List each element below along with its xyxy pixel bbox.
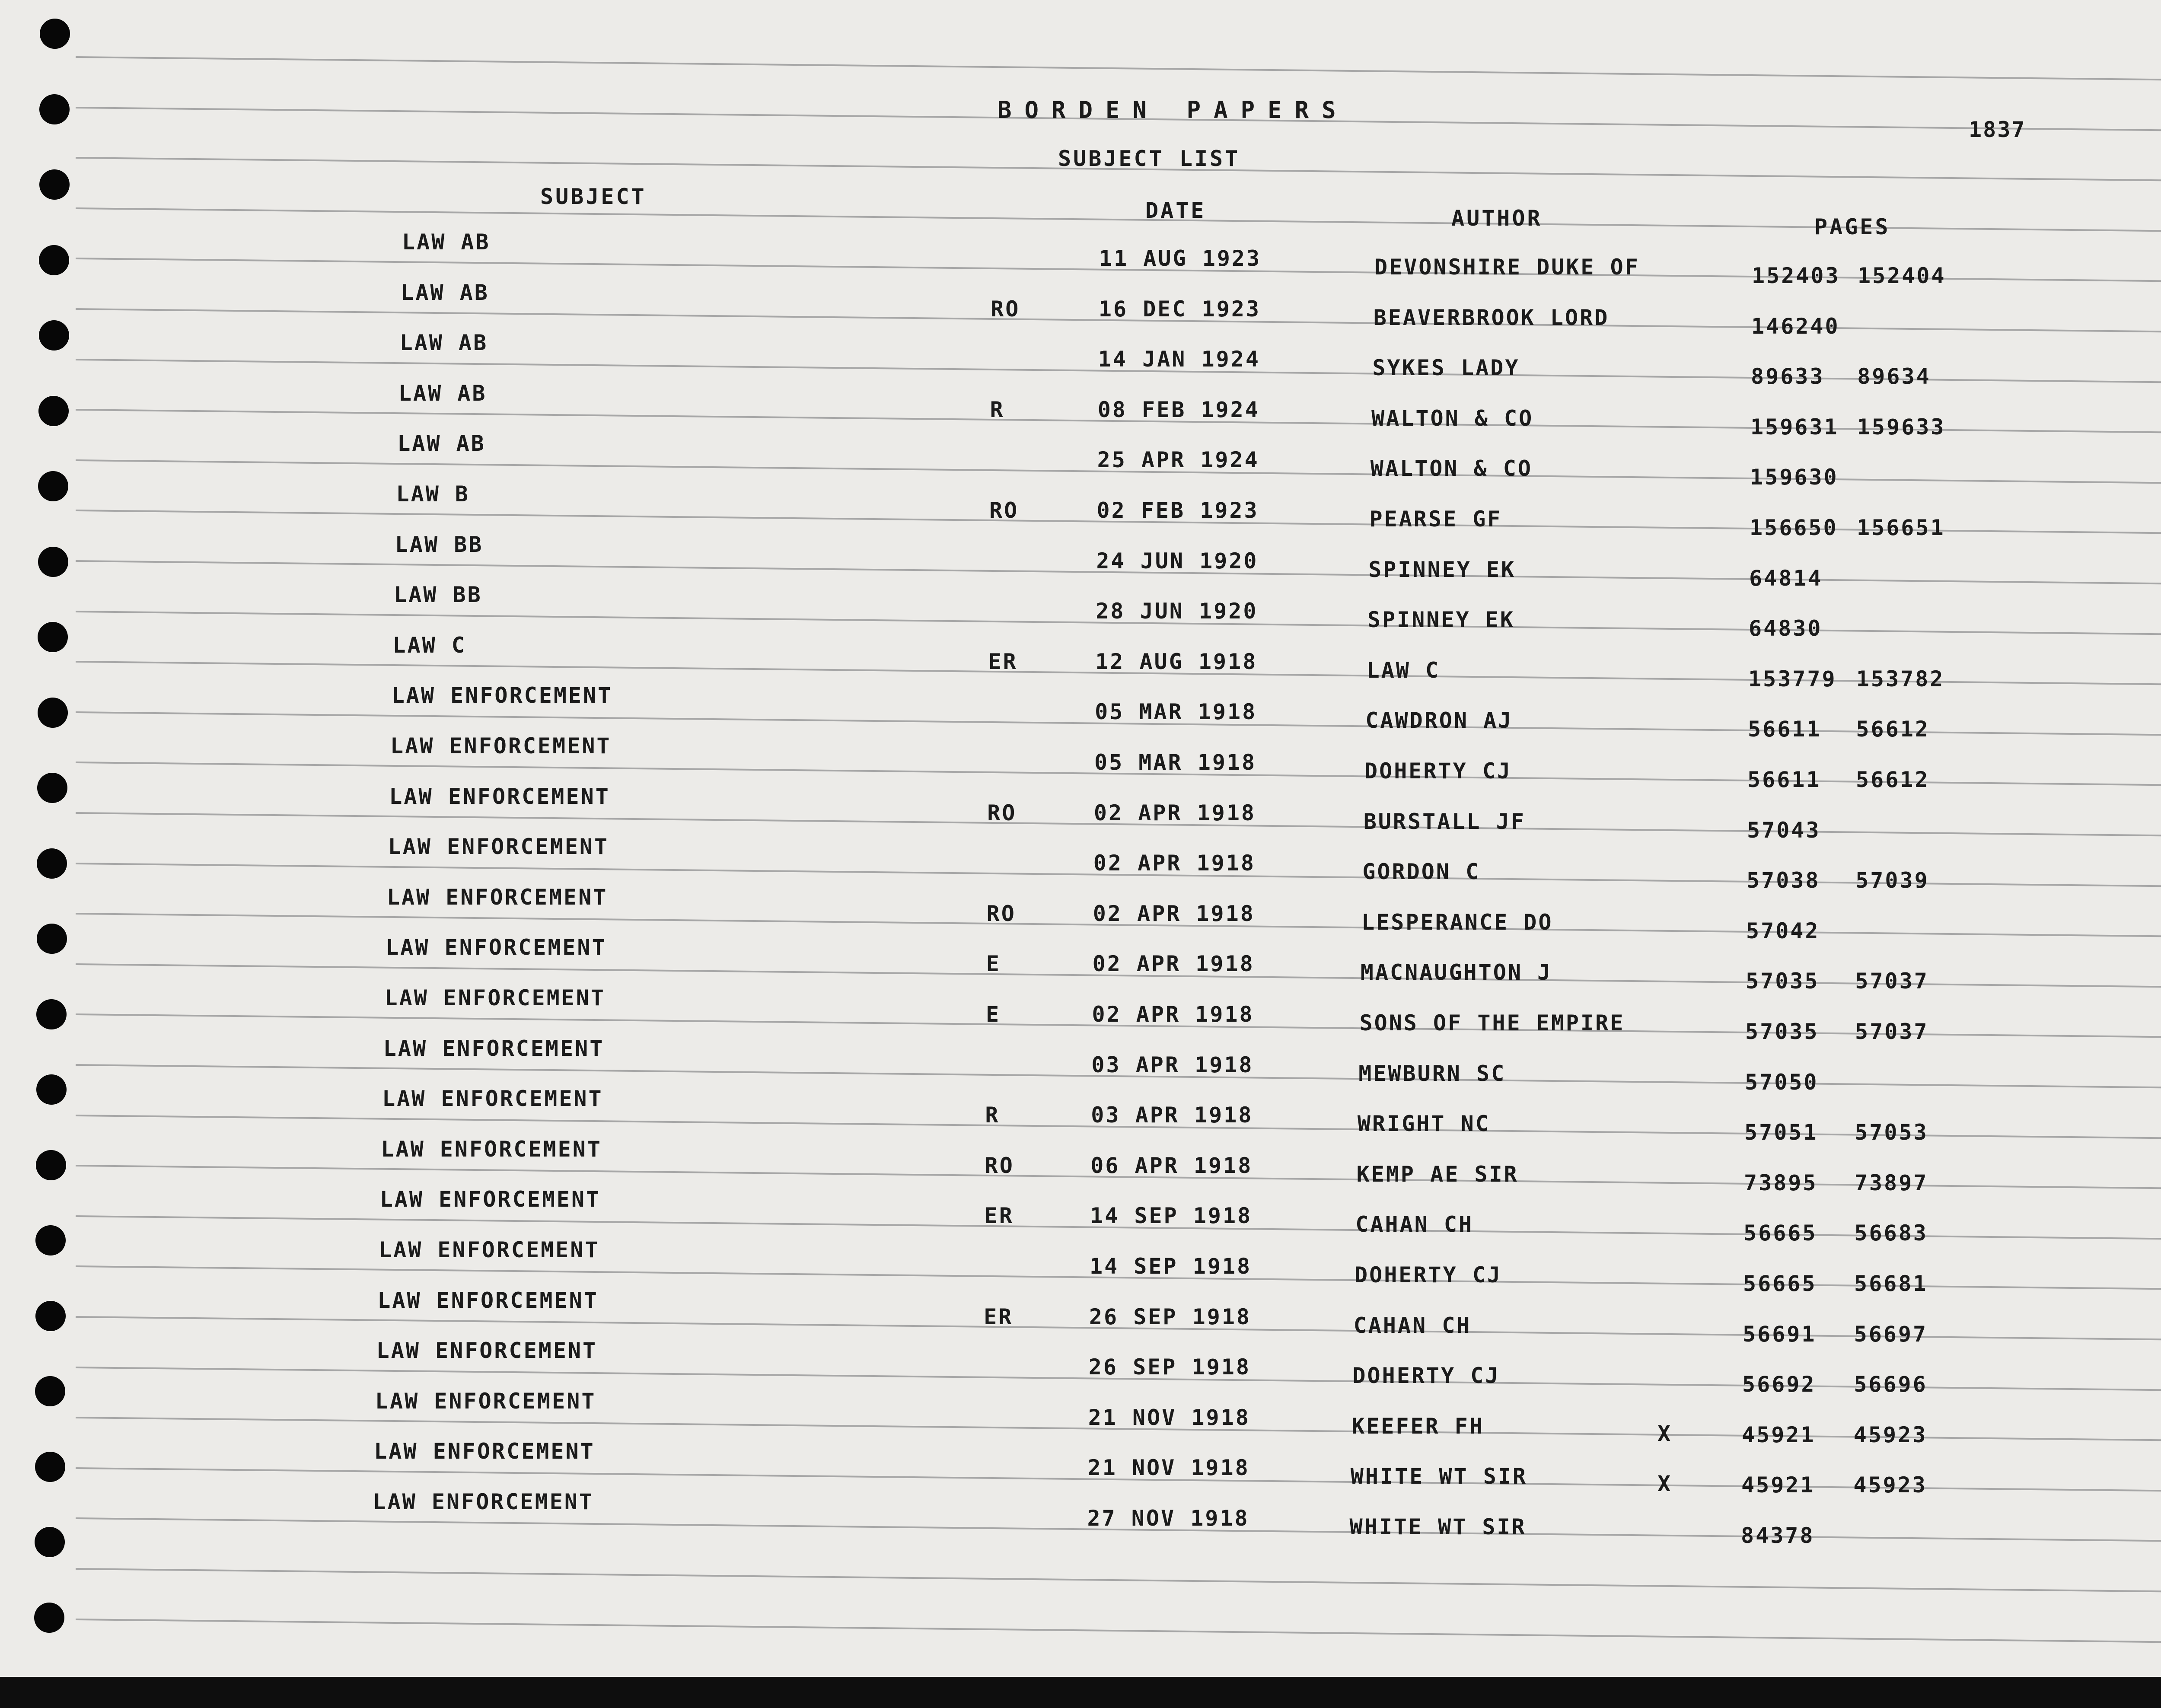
mark-cell: X (1657, 1471, 1673, 1497)
date-cell: 16 DEC 1923 (1098, 296, 1261, 322)
date-cell: 14 SEP 1918 (1090, 1254, 1252, 1279)
author-cell: DOHERTY CJ (1355, 1262, 1502, 1287)
author-cell: WALTON & CO (1371, 405, 1534, 431)
subject-cell: LAW AB (401, 280, 489, 305)
author-cell: DOHERTY CJ (1352, 1363, 1500, 1389)
date-cell: 11 AUG 1923 (1099, 246, 1262, 271)
page-from-cell: 57035 (1745, 1019, 1819, 1044)
subject-cell: LAW ENFORCEMENT (383, 1036, 605, 1061)
page-from-cell: 45921 (1742, 1422, 1816, 1447)
author-cell: WHITE WT SIR (1350, 1464, 1528, 1489)
page-from-cell: 57038 (1747, 868, 1820, 893)
subject-cell: LAW ENFORCEMENT (375, 1388, 596, 1414)
page-to-cell: 56612 (1856, 717, 1930, 742)
date-cell: 12 AUG 1918 (1095, 649, 1258, 674)
page-to-cell: 45923 (1853, 1472, 1927, 1498)
author-cell: GORDON C (1362, 859, 1481, 885)
date-cell: 08 FEB 1924 (1097, 397, 1260, 422)
author-cell: LAW C (1366, 657, 1441, 683)
date-cell: 05 MAR 1918 (1095, 699, 1257, 725)
page-to-cell: 57037 (1855, 1019, 1929, 1044)
page-from-cell: 84378 (1741, 1523, 1815, 1548)
page-from-cell: 56691 (1743, 1321, 1817, 1347)
author-cell: SONS OF THE EMPIRE (1359, 1010, 1625, 1036)
page-from-cell: 56692 (1742, 1372, 1816, 1397)
page-title: BORDEN PAPERS (998, 96, 1349, 124)
page-from-cell: 159631 (1750, 414, 1839, 440)
page-to-cell: 73897 (1854, 1170, 1928, 1195)
code-cell: RO (987, 800, 1017, 825)
author-cell: WRIGHT NC (1357, 1111, 1490, 1137)
date-cell: 28 JUN 1920 (1096, 599, 1258, 624)
date-cell: 05 MAR 1918 (1094, 750, 1257, 775)
page-from-cell: 146240 (1751, 313, 1840, 339)
subject-cell: LAW ENFORCEMENT (379, 1187, 601, 1212)
page-from-cell: 57051 (1744, 1120, 1818, 1145)
page-from-cell: 57043 (1747, 817, 1821, 843)
subject-cell: LAW ENFORCEMENT (386, 935, 607, 960)
subject-cell: LAW ENFORCEMENT (388, 834, 609, 860)
code-cell: RO (985, 1153, 1014, 1178)
subject-cell: LAW ENFORCEMENT (384, 985, 606, 1010)
date-cell: 21 NOV 1918 (1088, 1405, 1250, 1430)
page-from-cell: 56665 (1743, 1271, 1817, 1296)
bottom-edge (0, 1677, 2161, 1708)
column-header-pages: PAGES (1814, 214, 1890, 239)
author-cell: DOHERTY CJ (1364, 758, 1512, 784)
page-from-cell: 159630 (1750, 465, 1839, 490)
code-cell: E (986, 1002, 1001, 1027)
page-from-cell: 64830 (1749, 616, 1823, 641)
date-cell: 02 FEB 1923 (1096, 498, 1259, 523)
subject-cell: LAW BB (394, 582, 482, 608)
column-header-subject: SUBJECT (540, 184, 647, 209)
date-cell: 14 JAN 1924 (1098, 347, 1260, 372)
page-to-cell: 56683 (1854, 1220, 1928, 1246)
page-to-cell: 56681 (1854, 1271, 1928, 1296)
page-number: 1837 (1969, 117, 2026, 142)
page-from-cell: 64814 (1749, 565, 1823, 591)
author-cell: CAHAN CH (1353, 1313, 1472, 1338)
subject-cell: LAW ENFORCEMENT (381, 1136, 602, 1162)
code-cell: RO (989, 498, 1019, 523)
date-cell: 02 APR 1918 (1093, 901, 1255, 926)
code-cell: ER (984, 1304, 1014, 1329)
author-cell: LESPERANCE DO (1361, 909, 1553, 935)
code-cell: R (990, 397, 1005, 422)
date-cell: 21 NOV 1918 (1087, 1455, 1250, 1481)
author-cell: KEEFER FH (1351, 1413, 1485, 1439)
code-cell: ER (988, 649, 1018, 674)
subject-cell: LAW ENFORCEMENT (391, 683, 613, 708)
date-cell: 03 APR 1918 (1091, 1103, 1253, 1128)
author-cell: KEMP AE SIR (1356, 1161, 1519, 1187)
author-cell: BURSTALL JF (1363, 809, 1526, 834)
subject-cell: LAW ENFORCEMENT (377, 1287, 599, 1313)
page-from-cell: 57035 (1746, 969, 1820, 994)
code-cell: RO (991, 296, 1020, 322)
subject-cell: LAW ENFORCEMENT (379, 1237, 600, 1262)
author-cell: SPINNEY EK (1368, 557, 1516, 582)
subject-cell: LAW B (396, 481, 470, 507)
page-to-cell: 57037 (1855, 969, 1929, 994)
author-cell: BEAVERBROOK LORD (1373, 305, 1610, 330)
author-cell: PEARSE GF (1369, 507, 1502, 532)
author-cell: CAWDRON AJ (1365, 708, 1513, 733)
column-header-date: DATE (1145, 198, 1206, 223)
code-cell: E (986, 951, 1001, 977)
page-to-cell: 56696 (1854, 1372, 1928, 1397)
author-cell: SPINNEY EK (1367, 607, 1515, 633)
page-from-cell: 152403 (1752, 263, 1840, 288)
page-to-cell: 159633 (1857, 414, 1946, 440)
date-cell: 02 APR 1918 (1092, 951, 1255, 977)
author-cell: CAHAN CH (1355, 1212, 1474, 1237)
column-header-author: AUTHOR (1451, 206, 1543, 231)
subject-cell: LAW ENFORCEMENT (374, 1439, 595, 1464)
page-to-cell: 152404 (1858, 263, 1946, 288)
date-cell: 02 APR 1918 (1093, 800, 1256, 825)
subject-cell: LAW ENFORCEMENT (376, 1338, 598, 1364)
date-cell: 02 APR 1918 (1093, 851, 1256, 876)
page-to-cell: 57053 (1855, 1120, 1928, 1145)
mark-cell: X (1657, 1421, 1673, 1446)
subject-cell: LAW AB (399, 330, 488, 356)
page-from-cell: 45921 (1741, 1472, 1815, 1498)
author-cell: WALTON & CO (1370, 456, 1533, 481)
page-to-cell: 56697 (1854, 1321, 1928, 1347)
page-to-cell: 56612 (1856, 767, 1930, 792)
subject-cell: LAW ENFORCEMENT (373, 1489, 594, 1514)
subject-cell: LAW ENFORCEMENT (389, 784, 610, 809)
author-cell: WHITE WT SIR (1349, 1514, 1527, 1539)
page-from-cell: 57042 (1746, 918, 1820, 943)
subject-cell: LAW AB (402, 229, 491, 255)
page-to-cell: 89634 (1857, 364, 1931, 389)
date-cell: 03 APR 1918 (1091, 1052, 1254, 1077)
author-cell: DEVONSHIRE DUKE OF (1374, 255, 1640, 280)
date-cell: 02 APR 1918 (1092, 1002, 1254, 1027)
code-cell: ER (984, 1203, 1014, 1229)
subject-cell: LAW ENFORCEMENT (390, 733, 612, 758)
author-cell: MEWBURN SC (1358, 1061, 1506, 1086)
subject-cell: LAW BB (395, 532, 484, 557)
subject-cell: LAW AB (398, 380, 487, 406)
date-cell: 24 JUN 1920 (1096, 548, 1259, 574)
subject-cell: LAW ENFORCEMENT (386, 884, 608, 910)
page-subtitle: SUBJECT LIST (1058, 146, 1240, 171)
date-cell: 26 SEP 1918 (1088, 1354, 1251, 1380)
date-cell: 27 NOV 1918 (1087, 1506, 1249, 1531)
author-cell: MACNAUGHTON J (1360, 960, 1552, 985)
page-to-cell: 156651 (1857, 515, 1945, 540)
page-from-cell: 56665 (1743, 1220, 1817, 1246)
page-to-cell: 57039 (1855, 868, 1929, 893)
page-to-cell: 45923 (1853, 1422, 1928, 1447)
date-cell: 14 SEP 1918 (1090, 1203, 1253, 1229)
page-from-cell: 153779 (1748, 666, 1837, 691)
code-cell: R (985, 1103, 1000, 1128)
page-from-cell: 56611 (1748, 717, 1822, 742)
subject-cell: LAW C (392, 632, 466, 658)
page-from-cell: 57050 (1745, 1069, 1819, 1095)
date-cell: 25 APR 1924 (1097, 447, 1259, 473)
date-cell: 06 APR 1918 (1090, 1153, 1253, 1178)
subject-cell: LAW AB (397, 431, 486, 456)
page-from-cell: 73895 (1744, 1170, 1818, 1195)
page-from-cell: 56611 (1747, 767, 1821, 792)
author-cell: SYKES LADY (1372, 355, 1520, 381)
page-from-cell: 156650 (1750, 515, 1838, 540)
subject-cell: LAW ENFORCEMENT (382, 1086, 603, 1112)
code-cell: RO (986, 901, 1016, 926)
date-cell: 26 SEP 1918 (1089, 1304, 1252, 1329)
page-from-cell: 89633 (1751, 364, 1825, 389)
page-to-cell: 153782 (1856, 666, 1945, 691)
